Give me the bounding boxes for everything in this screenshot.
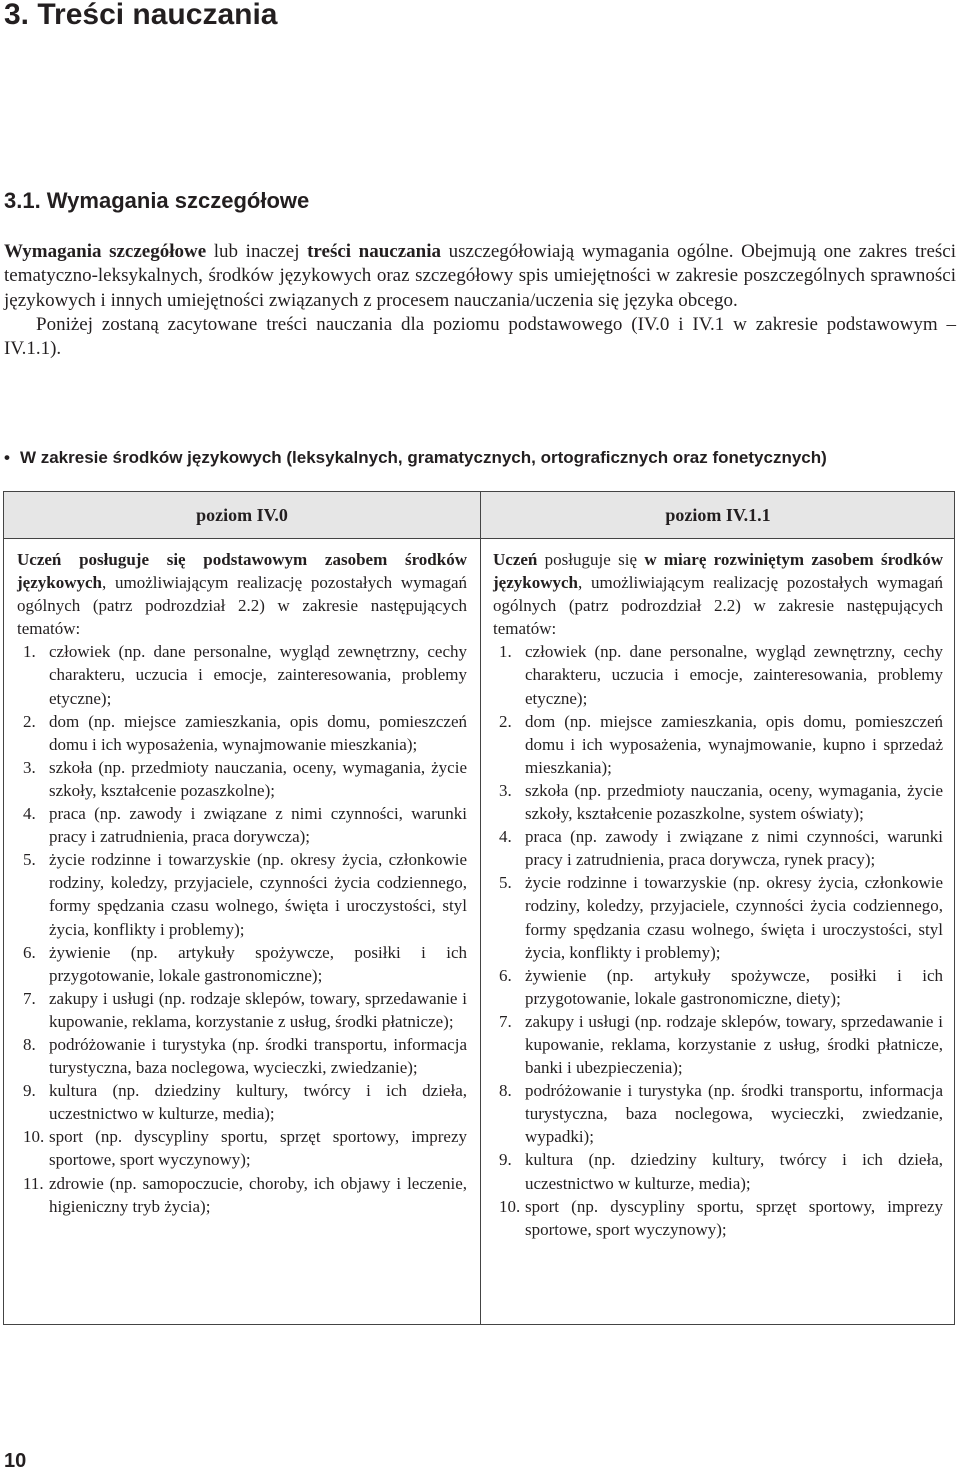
list-item <box>493 1079 943 1148</box>
list-item-text: kultura (np. dziedziny kultury, twórcy i ich dzieła, uczestnictwo w kulturze, media); <box>49 1081 467 1124</box>
list-item-text: życie rodzinne i towarzyskie (np. okresy życia, członkowie rodziny, koledzy, przyjaciele, czynności życia codziennego, formy spędzania czasu wolnego, święta i uroczystości, styl życia, konflikty i problemy); <box>525 873 943 962</box>
list-item-text: dom (np. miejsce zamieszkania, opis domu, pomieszczeń domu i ich wyposażenia, wynajmowanie, kupno i sprzedaż mieszkania); <box>525 711 943 777</box>
intro-paragraph-2: Poniżej zostaną zacytowane treści nauczania dla poziomu podstawowego (IV.0 i IV.1 w zakresie podstawowym – IV.1.1). <box>4 313 956 360</box>
content-table <box>3 491 955 1325</box>
list-item-number: 3. <box>499 780 512 800</box>
list-item-number: 9. <box>23 1081 36 1101</box>
list-item-text: człowiek (np. dane personalne, wygląd zewnętrzny, cechy charakteru, uczucia i emocje, zainteresowania, problemy etyczne); <box>525 642 943 708</box>
list-item-number: 7. <box>23 988 36 1008</box>
list-item <box>17 756 467 802</box>
list-item-text: sport (np. dyscypliny sportu, sprzęt sportowy, imprezy sportowe, sport wyczynowy); <box>525 1196 943 1239</box>
list-item <box>17 941 467 987</box>
list-item-text: zdrowie (np. samopoczucie, choroby, ich objawy i leczenie, higieniczny tryb życia); <box>49 1173 467 1216</box>
emphasis-text: Wymagania szczegółowe <box>4 241 207 262</box>
page-number: 10 <box>4 1450 27 1472</box>
column-header-left: poziom IV.0 <box>196 505 288 525</box>
list-item-text: dom (np. miejsce zamieszkania, opis domu, pomieszczeń domu i ich wyposażenia, wynajmowanie mieszkania); <box>49 711 467 754</box>
list-item-number: 4. <box>499 827 512 847</box>
emphasis-text: Uczeń posługuje się podstawowym zasobem środków językowych <box>17 550 467 593</box>
list-item-number: 4. <box>23 804 36 824</box>
text-run: , umożliwiającym realizację pozostałych wymagań ogólnych (patrz podrozdział 2.2) w zakresie następujących tematów: <box>17 573 467 639</box>
emphasis-text: Uczeń <box>493 550 538 569</box>
bullet-icon: • <box>4 448 10 467</box>
column-left-intro <box>17 548 467 640</box>
list-item <box>493 1195 943 1241</box>
list-item-number: 9. <box>499 1150 512 1170</box>
list-item <box>17 710 467 756</box>
list-item-number: 1. <box>23 642 36 662</box>
list-item <box>17 1079 467 1125</box>
column-divider <box>480 492 481 1324</box>
list-item-text: szkoła (np. przedmioty nauczania, oceny, wymagania, życie szkoły, kształcenie pozaszkolne, system oświaty); <box>525 780 943 824</box>
intro-text <box>4 240 956 361</box>
text-run: lub inaczej <box>206 241 308 262</box>
bullet-heading-text: W zakresie środków językowych (leksykalnych, gramatycznych, ortograficznych oraz fonetycznych) <box>19 448 827 467</box>
list-item <box>493 779 943 825</box>
list-item <box>493 871 943 963</box>
section-title: 3.1. Wymagania szczegółowe <box>4 188 310 213</box>
list-item <box>17 848 467 940</box>
chapter-title: 3. Treści nauczania <box>4 0 278 31</box>
list-item-number: 3. <box>23 757 36 777</box>
list-item-number: 2. <box>499 711 512 731</box>
text-run: , umożliwiającym realizację pozostałych wymagań ogólnych (patrz podrozdział 2.2) w zakresie następujących tematów: <box>493 573 943 639</box>
intro-paragraph-1 <box>4 240 956 313</box>
list-item-text: zakupy i usługi (np. rodzaje sklepów, towary, sprzedawanie i kupowanie, reklama, korzystanie z usług, środki płatnicze, banki i ubezpieczenia); <box>525 1011 943 1078</box>
list-item-number: 8. <box>23 1034 36 1054</box>
list-item <box>493 825 943 871</box>
list-item-text: zakupy i usługi (np. rodzaje sklepów, towary, sprzedawanie i kupowanie, reklama, korzystanie z usług, środki płatnicze); <box>49 988 467 1031</box>
list-item-number: 8. <box>499 1081 512 1101</box>
list-item-text: szkoła (np. przedmioty nauczania, oceny, wymagania, życie szkoły, kształcenie pozaszkolne); <box>49 757 467 800</box>
list-item-text: praca (np. zawody i związane z nimi czynności, warunki pracy i zatrudnienia, praca dorywcza); <box>49 804 467 847</box>
list-item-number: 6. <box>23 942 36 962</box>
list-item-text: człowiek (np. dane personalne, wygląd zewnętrzny, cechy charakteru, uczucia i emocje, zainteresowania, problemy etyczne); <box>49 642 467 708</box>
list-item <box>493 1010 943 1079</box>
list-item-text: sport (np. dyscypliny sportu, sprzęt sportowy, imprezy sportowe, sport wyczynowy); <box>49 1127 467 1170</box>
text-run: posługuje się <box>537 550 645 569</box>
list-item <box>493 1148 943 1194</box>
emphasis-text: treści nauczania <box>307 241 442 262</box>
list-item <box>493 964 943 1010</box>
column-header-right: poziom IV.1.1 <box>665 505 771 525</box>
list-item <box>493 640 943 709</box>
list-item-number: 5. <box>23 850 36 870</box>
list-item <box>17 640 467 709</box>
list-item-text: żywienie (np. artykuły spożywcze, posiłki i ich przygotowanie, lokale gastronomiczne); <box>49 942 467 985</box>
list-item <box>17 987 467 1033</box>
list-item-text: podróżowanie i turystyka (np. środki transportu, informacja turystyczna, baza noclegowa, wycieczki, zwiedzanie, wypadki); <box>525 1081 943 1147</box>
list-item-text: kultura (np. dziedziny kultury, twórcy i ich dzieła, uczestnictwo w kulturze, media); <box>525 1150 943 1193</box>
list-item <box>17 1033 467 1079</box>
text-run: uszczegółowiają wymagania ogólne. Obejmują one zakres treści tematyczno-leksykalnych, środków językowych oraz szczegółowy spis umiejętności w zakresie poszczególnych sprawności językowych i innych umiejętności związanych z procesem nauczania/uczenia się języka obcego. <box>4 241 956 311</box>
list-item <box>17 1125 467 1171</box>
list-item-text: podróżowanie i turystyka (np. środki transportu, informacja turystyczna, baza noclegowa, wycieczki, zwiedzanie); <box>49 1034 467 1078</box>
column-left-list <box>17 640 467 1217</box>
bullet-heading <box>4 448 827 468</box>
list-item-text: żywienie (np. artykuły spożywcze, posiłki i ich przygotowanie, lokale gastronomiczne, diety); <box>525 965 943 1008</box>
column-left <box>17 548 467 1218</box>
list-item-number: 10. <box>499 1196 521 1216</box>
list-item-text: praca (np. zawody i związane z nimi czynności, warunki pracy i zatrudnienia, praca dorywcza, rynek pracy); <box>525 827 943 870</box>
list-item <box>17 1172 467 1218</box>
list-item-number: 10. <box>23 1127 45 1147</box>
list-item-text: życie rodzinne i towarzyskie (np. okresy życia, członkowie rodziny, koledzy, przyjaciele, czynności życia codziennego, formy spędzania czasu wolnego, święta i uroczystości, styl życia, konflikty i problemy); <box>49 850 467 939</box>
list-item-number: 6. <box>499 965 512 985</box>
emphasis-text: w miarę rozwiniętym zasobem środków językowych <box>493 550 943 593</box>
list-item-number: 2. <box>23 711 36 731</box>
column-right-list <box>493 640 943 1240</box>
column-right <box>493 548 943 1241</box>
list-item-number: 7. <box>499 1011 512 1031</box>
list-item <box>493 710 943 779</box>
list-item-number: 11. <box>23 1173 44 1193</box>
list-item-number: 5. <box>499 873 512 893</box>
list-item-number: 1. <box>499 642 512 662</box>
column-right-intro <box>493 548 943 640</box>
list-item <box>17 802 467 848</box>
